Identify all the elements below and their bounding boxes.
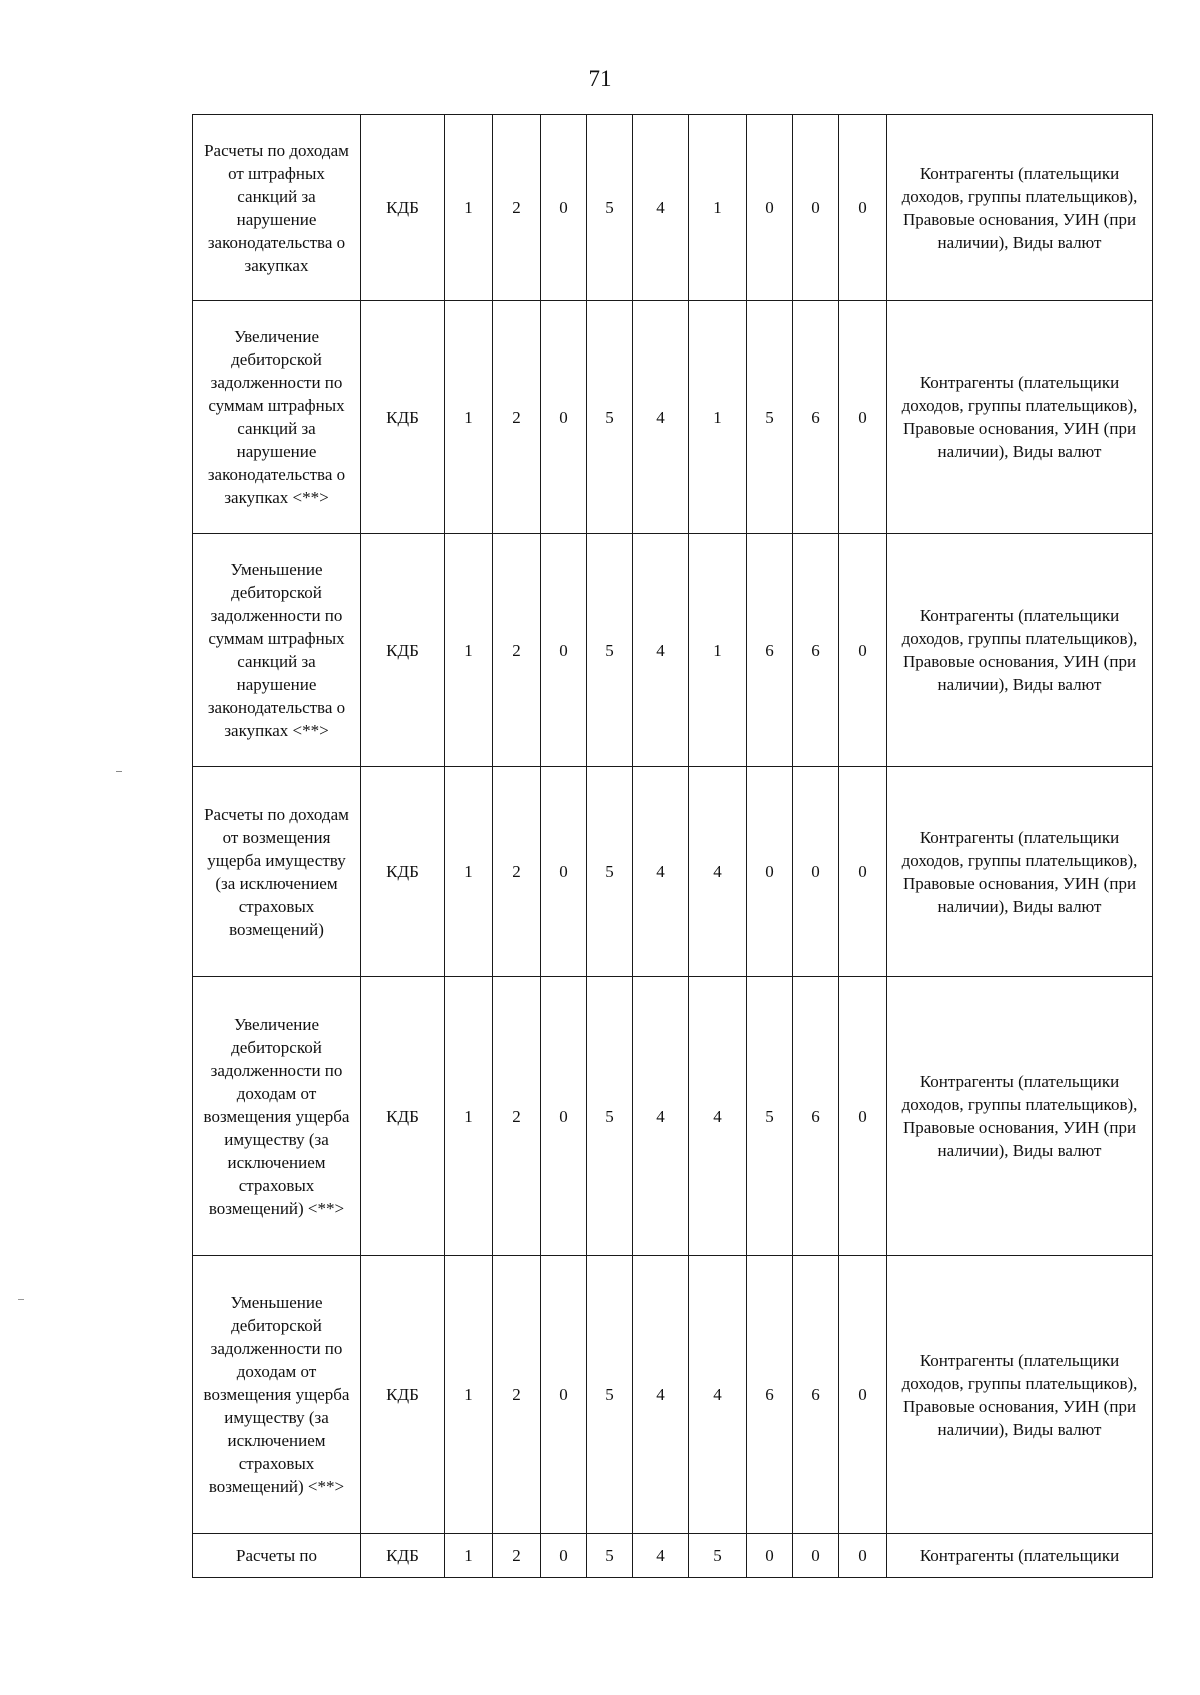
kdb-cell: КДБ [361,977,445,1256]
code-digit-cell: 5 [587,534,633,767]
code-digit-cell: 2 [493,1256,541,1534]
account-name-cell: Уменьшение дебиторской задолженности по суммам штрафных санкций за нарушение законодательства о закупках <**> [193,534,361,767]
code-digit-cell: 0 [839,301,887,534]
account-name-cell: Расчеты по доходам от штрафных санкций за нарушение законодательства о закупках [193,115,361,301]
ledger-body [193,115,1153,1578]
code-digit-cell: 2 [493,301,541,534]
analytics-cell: Контрагенты (плательщики доходов, группы плательщиков), Правовые основания, УИН (при наличии), Виды валют [887,301,1153,534]
code-digit-cell: 0 [839,534,887,767]
code-digit-cell: 4 [633,977,689,1256]
code-digit-cell: 0 [747,115,793,301]
ledger-table [192,114,1153,1578]
code-digit-cell: 6 [747,534,793,767]
code-digit-cell: 6 [793,977,839,1256]
kdb-cell: КДБ [361,767,445,977]
account-name-cell: Увеличение дебиторской задолженности по суммам штрафных санкций за нарушение законодательства о закупках <**> [193,301,361,534]
account-name-cell: Уменьшение дебиторской задолженности по доходам от возмещения ущерба имуществу (за исключением страховых возмещений) <**> [193,1256,361,1534]
code-digit-cell: 4 [689,1256,747,1534]
code-digit-cell: 6 [793,301,839,534]
analytics-cell: Контрагенты (плательщики доходов, группы плательщиков), Правовые основания, УИН (при наличии), Виды валют [887,115,1153,301]
kdb-cell: КДБ [361,115,445,301]
table-row [193,767,1153,977]
scan-mark [116,771,122,772]
code-digit-cell: 1 [445,1256,493,1534]
analytics-cell: Контрагенты (плательщики доходов, группы плательщиков), Правовые основания, УИН (при наличии), Виды валют [887,534,1153,767]
code-digit-cell: 4 [689,977,747,1256]
kdb-cell: КДБ [361,301,445,534]
code-digit-cell: 0 [839,1256,887,1534]
code-digit-cell: 5 [587,1256,633,1534]
code-digit-cell: 0 [541,767,587,977]
kdb-cell: КДБ [361,1534,445,1578]
code-digit-cell: 6 [793,1256,839,1534]
code-digit-cell: 4 [633,115,689,301]
code-digit-cell: 2 [493,534,541,767]
account-name-cell: Увеличение дебиторской задолженности по доходам от возмещения ущерба имуществу (за исключением страховых возмещений) <**> [193,977,361,1256]
table-row [193,301,1153,534]
code-digit-cell: 5 [747,301,793,534]
table-row [193,1256,1153,1534]
code-digit-cell: 0 [793,1534,839,1578]
analytics-cell: Контрагенты (плательщики доходов, группы плательщиков), Правовые основания, УИН (при наличии), Виды валют [887,767,1153,977]
code-digit-cell: 0 [839,115,887,301]
code-digit-cell: 1 [689,115,747,301]
code-digit-cell: 1 [445,1534,493,1578]
analytics-cell: Контрагенты (плательщики доходов, группы плательщиков), Правовые основания, УИН (при наличии), Виды валют [887,977,1153,1256]
code-digit-cell: 0 [541,977,587,1256]
code-digit-cell: 1 [445,534,493,767]
code-digit-cell: 4 [633,1256,689,1534]
code-digit-cell: 5 [747,977,793,1256]
code-digit-cell: 1 [445,977,493,1256]
code-digit-cell: 5 [587,977,633,1256]
ledger-table-container [192,114,1152,1578]
analytics-cell: Контрагенты (плательщики [887,1534,1153,1578]
code-digit-cell: 5 [689,1534,747,1578]
code-digit-cell: 2 [493,1534,541,1578]
code-digit-cell: 0 [541,1534,587,1578]
code-digit-cell: 0 [541,534,587,767]
code-digit-cell: 1 [445,115,493,301]
code-digit-cell: 2 [493,115,541,301]
code-digit-cell: 0 [839,977,887,1256]
code-digit-cell: 6 [747,1256,793,1534]
code-digit-cell: 2 [493,977,541,1256]
code-digit-cell: 5 [587,1534,633,1578]
code-digit-cell: 0 [541,115,587,301]
account-name-cell: Расчеты по [193,1534,361,1578]
code-digit-cell: 0 [747,1534,793,1578]
code-digit-cell: 1 [689,301,747,534]
code-digit-cell: 0 [839,1534,887,1578]
code-digit-cell: 4 [633,1534,689,1578]
code-digit-cell: 0 [747,767,793,977]
code-digit-cell: 1 [445,767,493,977]
page-number: 71 [588,66,612,91]
code-digit-cell: 4 [689,767,747,977]
code-digit-cell: 4 [633,767,689,977]
code-digit-cell: 0 [793,767,839,977]
table-row [193,1534,1153,1578]
scan-mark [18,1299,24,1300]
kdb-cell: КДБ [361,1256,445,1534]
code-digit-cell: 4 [633,301,689,534]
kdb-cell: КДБ [361,534,445,767]
code-digit-cell: 5 [587,115,633,301]
table-row [193,977,1153,1256]
code-digit-cell: 5 [587,301,633,534]
code-digit-cell: 0 [541,1256,587,1534]
code-digit-cell: 0 [839,767,887,977]
code-digit-cell: 6 [793,534,839,767]
code-digit-cell: 5 [587,767,633,977]
code-digit-cell: 1 [445,301,493,534]
analytics-cell: Контрагенты (плательщики доходов, группы плательщиков), Правовые основания, УИН (при наличии), Виды валют [887,1256,1153,1534]
table-row [193,115,1153,301]
code-digit-cell: 0 [541,301,587,534]
table-row [193,534,1153,767]
account-name-cell: Расчеты по доходам от возмещения ущерба имуществу (за исключением страховых возмещений) [193,767,361,977]
code-digit-cell: 0 [793,115,839,301]
code-digit-cell: 4 [633,534,689,767]
code-digit-cell: 2 [493,767,541,977]
code-digit-cell: 1 [689,534,747,767]
